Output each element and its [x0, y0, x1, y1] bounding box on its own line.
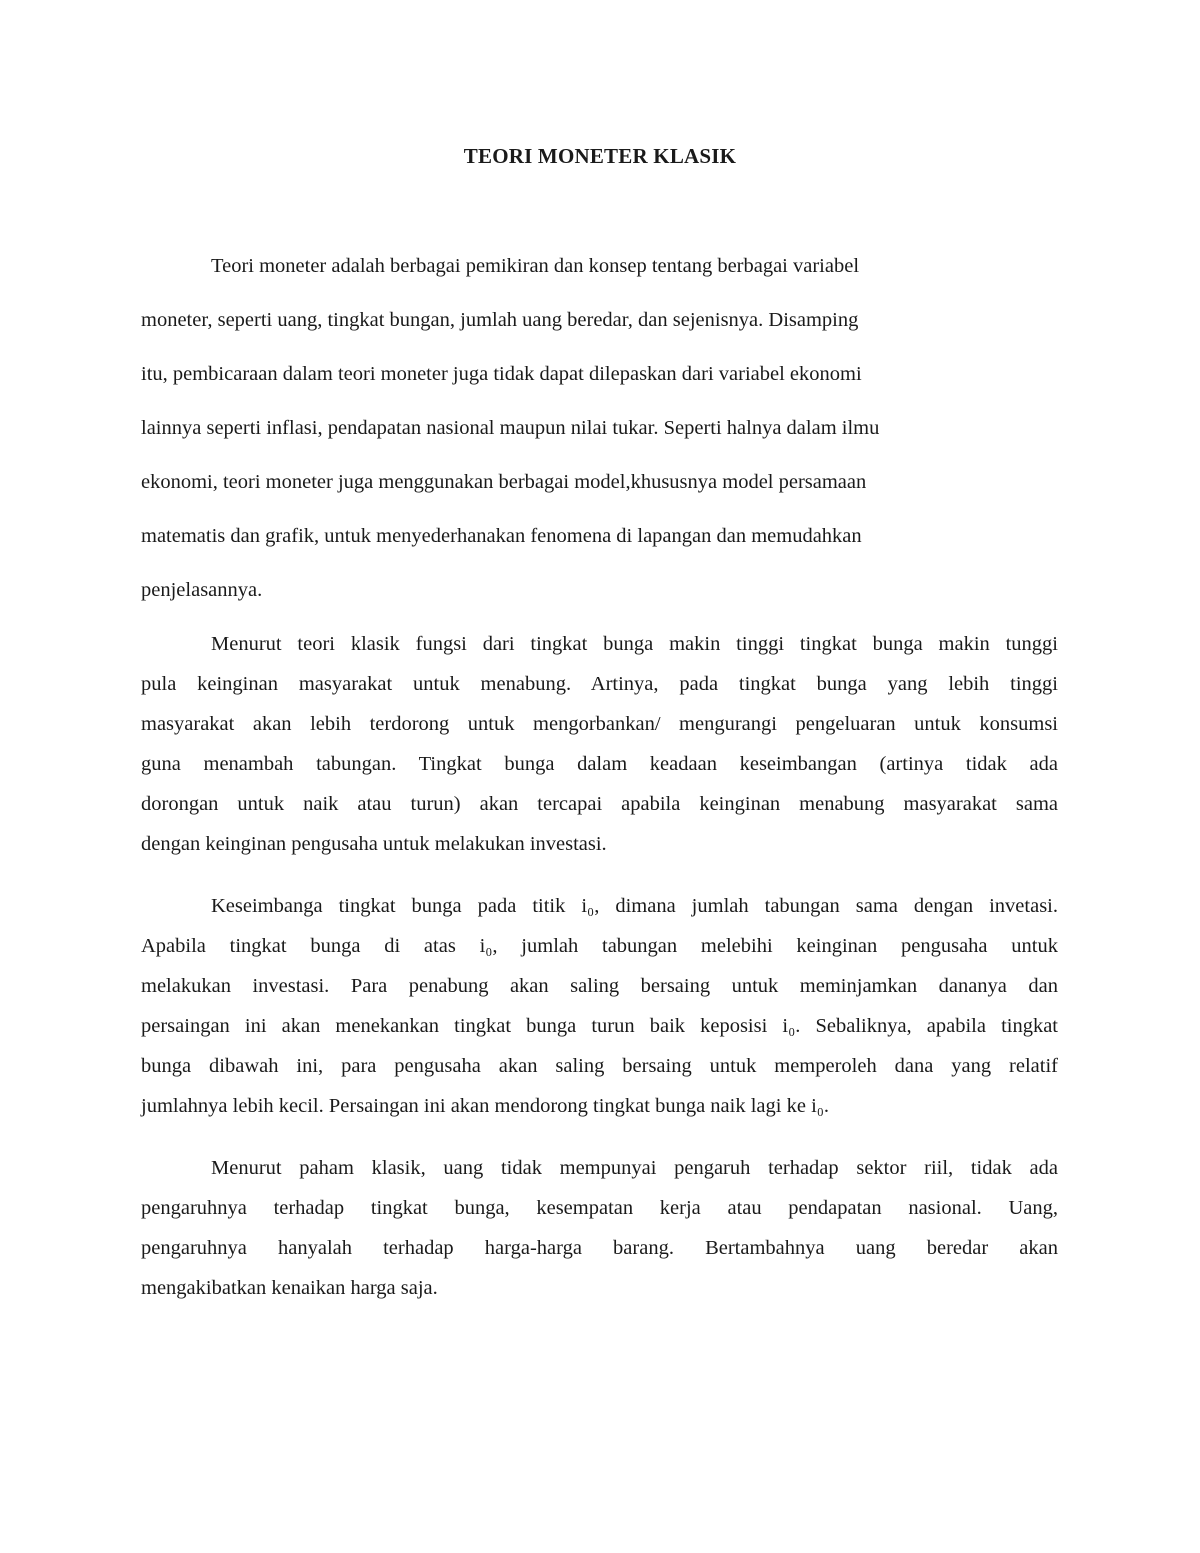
- paragraph-1-line: Teori moneter adalah berbagai pemikiran dan konsep tentang berbagai variabel: [211, 255, 860, 277]
- paragraph-3-line: Keseimbanga tingkat bunga pada titik i₀, dimana jumlah tabungan sama dengan invetasi.: [211, 895, 1058, 917]
- paragraph-1-line: itu, pembicaraan dalam teori moneter juga tidak dapat dilepaskan dari variabel ekonomi: [141, 363, 862, 385]
- paragraph-2-line: pula keinginan masyarakat untuk menabung. Artinya, pada tingkat bunga yang lebih tinggi: [141, 673, 1058, 695]
- document-title: TEORI MONETER KLASIK: [463, 144, 737, 168]
- paragraph-1-line: ekonomi, teori moneter juga menggunakan berbagai model,khususnya model persamaan: [141, 471, 867, 493]
- paragraph-1-line: lainnya seperti inflasi, pendapatan nasional maupun nilai tukar. Seperti halnya dalam ilmu: [141, 417, 880, 439]
- paragraph-3-line: melakukan investasi. Para penabung akan saling bersaing untuk meminjamkan dananya dan: [141, 975, 1058, 997]
- paragraph-4-line: pengaruhnya terhadap tingkat bunga, kesempatan kerja atau pendapatan nasional. Uang,: [141, 1197, 1058, 1219]
- paragraph-3-line: persaingan ini akan menekankan tingkat bunga turun baik keposisi i₀. Sebaliknya, apabila tingkat: [141, 1015, 1058, 1037]
- paragraph-1-line: penjelasannya.: [141, 579, 263, 601]
- paragraph-2-line: Menurut teori klasik fungsi dari tingkat bunga makin tinggi tingkat bunga makin tunggi: [211, 633, 1058, 655]
- paragraph-3-line: jumlahnya lebih kecil. Persaingan ini akan mendorong tingkat bunga naik lagi ke i₀.: [141, 1095, 830, 1117]
- paragraph-3-line: Apabila tingkat bunga di atas i₀, jumlah tabungan melebihi keinginan pengusaha untuk: [141, 935, 1058, 957]
- paragraph-2-line: dengan keinginan pengusaha untuk melakukan investasi.: [141, 833, 607, 855]
- paragraph-2-line: masyarakat akan lebih terdorong untuk mengorbankan/ mengurangi pengeluaran untuk konsumsi: [141, 713, 1058, 735]
- paragraph-4-line: mengakibatkan kenaikan harga saja.: [141, 1277, 438, 1299]
- paragraph-4-line: pengaruhnya hanyalah terhadap harga-harga barang. Bertambahnya uang beredar akan: [141, 1237, 1058, 1259]
- paragraph-1-line: moneter, seperti uang, tingkat bungan, jumlah uang beredar, dan sejenisnya. Disamping: [141, 309, 859, 331]
- paragraph-1-line: matematis dan grafik, untuk menyederhanakan fenomena di lapangan dan memudahkan: [141, 525, 862, 547]
- paragraph-3-line: bunga dibawah ini, para pengusaha akan saling bersaing untuk memperoleh dana yang relatif: [141, 1055, 1058, 1077]
- paragraph-2-line: dorongan untuk naik atau turun) akan tercapai apabila keinginan menabung masyarakat sama: [141, 793, 1058, 815]
- paragraph-4-line: Menurut paham klasik, uang tidak mempunyai pengaruh terhadap sektor riil, tidak ada: [211, 1157, 1058, 1179]
- paragraph-2-line: guna menambah tabungan. Tingkat bunga dalam keadaan keseimbangan (artinya tidak ada: [141, 753, 1058, 775]
